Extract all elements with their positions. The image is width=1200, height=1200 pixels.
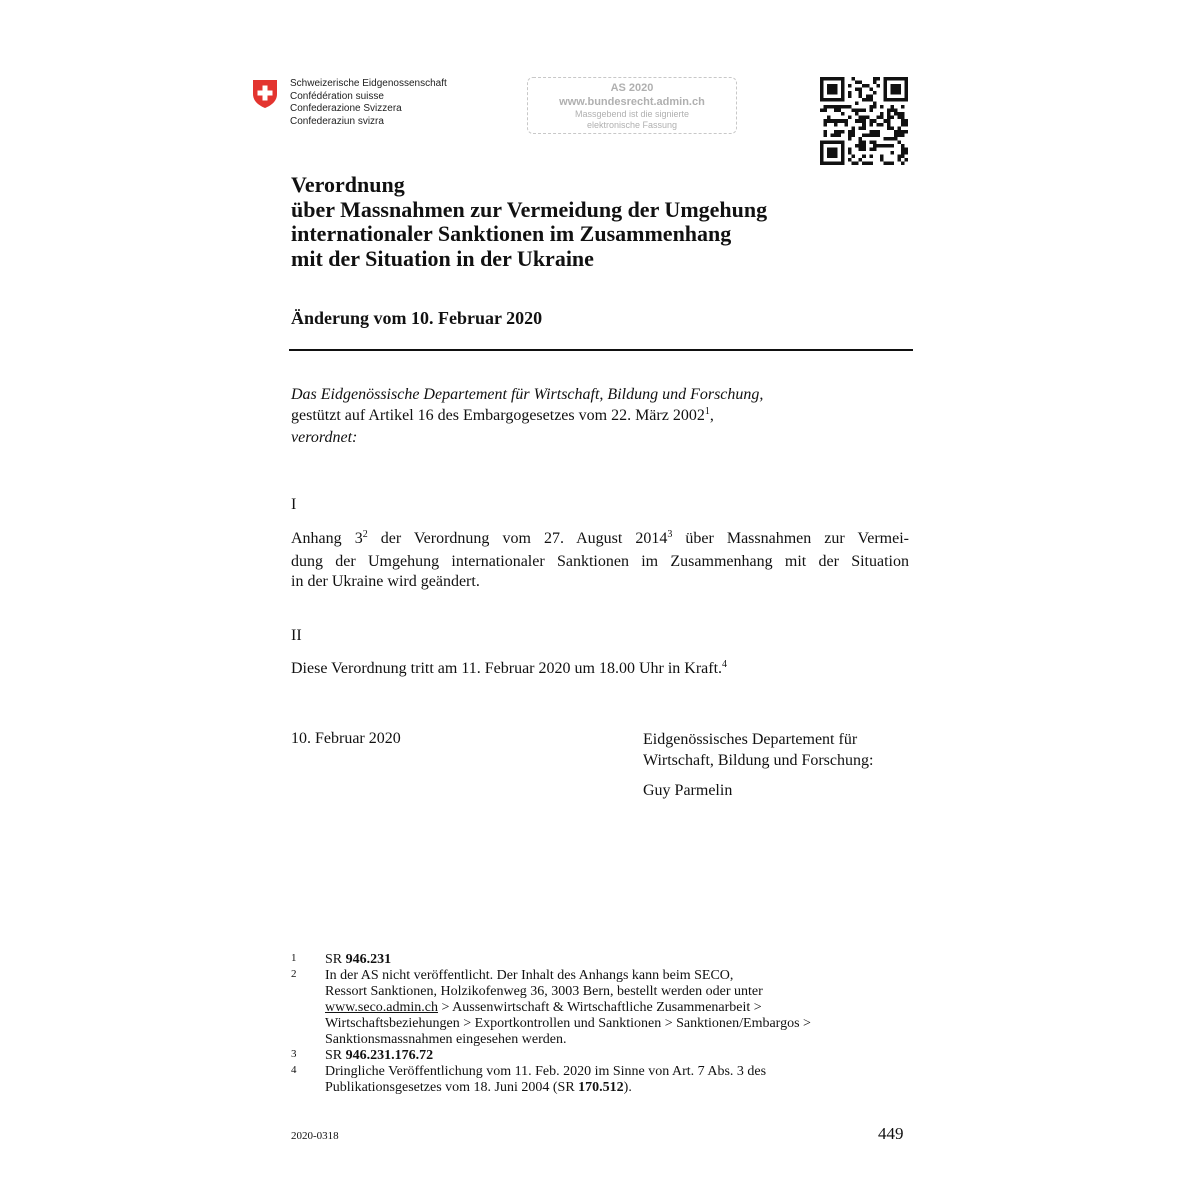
qr-code-icon xyxy=(820,77,908,165)
section-number: II xyxy=(291,627,302,644)
footnote-ref[interactable]: 3 xyxy=(667,529,673,540)
title-line: mit der Situation in der Ukraine xyxy=(291,245,594,271)
confederation-name-fr: Confédération suisse xyxy=(290,90,384,102)
footnote-ref[interactable]: 1 xyxy=(704,405,710,417)
preamble-basis: gestützt auf Artikel 16 des Embargogesetzes vom 22. März 2002$^1$, xyxy=(291,405,714,424)
title-line: Verordnung xyxy=(291,172,405,197)
footnote-number: 2 xyxy=(291,968,297,980)
as-stamp xyxy=(527,77,737,134)
title-line: über Massnahmen zur Vermeidung der Umgehung xyxy=(291,196,768,222)
confederation-name-de: Schweizerische Eidgenossenschaft xyxy=(290,78,447,89)
confederation-name-rm: Confederaziun svizra xyxy=(290,115,384,127)
footnote-ref[interactable]: 2 xyxy=(362,529,368,540)
department-line: Wirtschaft, Bildung und Forschung: xyxy=(643,751,874,769)
section-1-line: in der Ukraine wird geändert. xyxy=(291,573,480,590)
swiss-coat-of-arms-icon xyxy=(252,79,278,109)
confederation-name-it: Confederazione Svizzera xyxy=(290,103,402,114)
department-line: Eidgenössisches Departement für xyxy=(643,731,858,748)
seco-link[interactable]: www.seco.admin.ch xyxy=(325,1000,439,1015)
preamble xyxy=(291,385,763,449)
title-divider xyxy=(289,349,913,351)
signatory-name: Guy Parmelin xyxy=(643,782,733,799)
footnote-number: 3 xyxy=(291,1048,297,1060)
document-title xyxy=(291,173,767,271)
footnote-number: 1 xyxy=(291,952,297,964)
title-line: internationaler Sanktionen im Zusammenhang xyxy=(291,221,732,246)
footnote-text: SR 946.231.176.72 xyxy=(325,1048,434,1063)
signature-date: 10. Februar 2020 xyxy=(291,730,401,747)
signing-department xyxy=(643,730,873,771)
footnote-number: 4 xyxy=(291,1064,297,1076)
stamp-line-4: elektronische Fassung xyxy=(586,120,678,130)
footnote-text: Dringliche Veröffentlichung vom 11. Feb. 2020 im Sinne von Art. 7 Abs. 3 des Publikationsgesetzes vom 18. Juni 2004 (SR 170.512). xyxy=(325,1064,767,1095)
section-1-line: Anhang $3^2$ der Verordnung vom 27. August 2014$^3$ über Massnahmen zur Vermei- xyxy=(291,529,909,547)
preamble-authority: Das Eidgenössische Departement für Wirtschaft, Bildung und Forschung, xyxy=(291,386,764,403)
stamp-line-3: Massgebend ist die signierte xyxy=(574,109,690,119)
footnote-text: In der AS nicht veröffentlicht. Der Inhalt des Anhangs kann beim SECO, Ressort Sanktionen, Holzikofenweg 36, 3003 Bern, bestellt werden oder unter www.seco.admin.ch > Aussenwirtschaft & Wirtschaftliche Zusammenarbeit > Wirtschaftsbeziehungen > Exportkontrollen und Sanktionen > Sanktionen/Embargos > Sanktionsmassnahmen eingesehen werden. xyxy=(325,968,811,1047)
footnote-text: SR 946.231 xyxy=(325,952,392,967)
stamp-line-2: www.bundesrecht.admin.ch xyxy=(559,96,705,108)
section-1-line: dung der Umgehung internationaler Sanktionen im Zusammenhang mit der Situation xyxy=(291,552,909,570)
document-number: 2020-0318 xyxy=(291,1130,339,1142)
section-2-text: Diese Verordnung tritt am 11. Februar 2020 um 18.00 Uhr in Kraft.$^4$ xyxy=(291,659,728,677)
footnote-ref[interactable]: 4 xyxy=(722,659,728,670)
amendment-date: Änderung vom 10. Februar 2020 xyxy=(291,308,543,328)
confederation-names xyxy=(290,78,447,128)
preamble-decrees: verordnet: xyxy=(291,429,358,446)
page-number: 449 xyxy=(878,1124,904,1143)
stamp-line-1: AS 2020 xyxy=(610,82,654,94)
section-number: I xyxy=(291,496,297,513)
section-1-text xyxy=(291,529,909,593)
